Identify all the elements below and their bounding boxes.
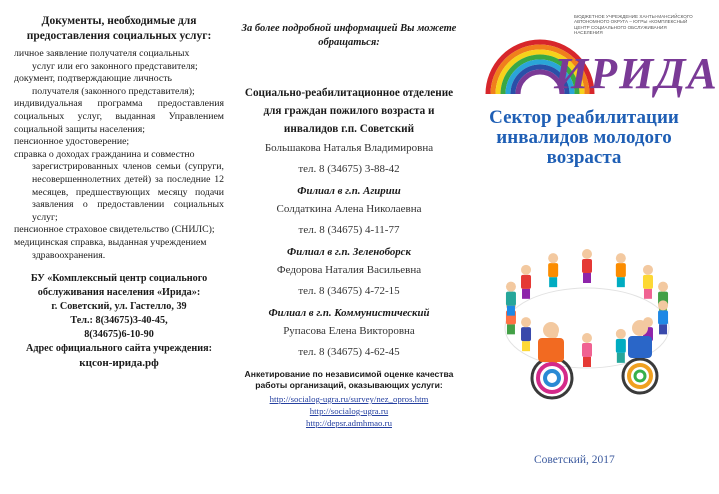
org-phone-1: Тел.: 8(34675)3-40-45,	[70, 315, 168, 327]
requirement-text: медицинская справка, выданная учреждением	[14, 236, 207, 248]
branch-person: Федорова Наталия Васильевна	[276, 264, 422, 276]
sector-title: Сектор реабилитации инвалидов молодого возраста	[489, 107, 679, 168]
requirement-item	[14, 73, 224, 98]
footer-place-year: Советский, 2017	[534, 454, 615, 466]
requirement-item	[14, 98, 224, 136]
child-figure	[643, 265, 653, 299]
branch-person: Рупасова Елена Викторовна	[283, 325, 415, 337]
branch-agirish	[240, 184, 458, 239]
requirement-text: индивидуальная программа предоставления социальных услуг, выданная Управлением социальной защиты населения;	[14, 98, 224, 135]
branch-phone: тел. 8 (34675) 4-11-77	[298, 224, 400, 236]
org-name: БУ «Комплексный центр социального обслуживания населения «Ирида»:	[30, 273, 208, 299]
department-person: Большакова Наталья Владимировна	[264, 142, 434, 154]
requirement-continuation: зарегистрированных членов семьи (супруги, несовершеннолетних детей) за последние 12 месяцев, предшествующих месяцу подачи заявления о предоставлении социальных услуг;	[32, 161, 224, 223]
contacts-intro: За более подробной информацией Вы можете обращаться:	[241, 23, 457, 48]
branch-kommunistichesky	[240, 306, 458, 361]
irida-logo	[480, 6, 719, 101]
logo-name: ИРИДА	[554, 49, 719, 98]
contacts-column	[232, 0, 464, 494]
branch-zelenoborsk	[240, 245, 458, 300]
socialog-link[interactable]: http://socialog-ugra.ru	[309, 406, 389, 416]
survey-text: Анкетирование по независимой оценке качества работы организаций, оказывающих услуги:	[244, 369, 454, 390]
branch-title: Филиал в г.п. Коммунистический	[268, 307, 430, 319]
child-figure	[616, 253, 626, 287]
documents-column	[0, 0, 232, 494]
branch-phone: тел. 8 (34675) 4-62-45	[298, 346, 400, 358]
requirement-item	[14, 136, 224, 149]
child-figure	[658, 300, 668, 334]
requirements-list	[14, 48, 224, 262]
depsr-link[interactable]: http://depsr.admhmao.ru	[305, 418, 392, 428]
requirement-continuation: здравоохранения.	[32, 249, 106, 261]
requirement-item	[14, 224, 224, 237]
child-figure	[521, 265, 531, 299]
child-figure	[521, 317, 531, 351]
site-address[interactable]: кцсон-ирида.рф	[79, 357, 159, 370]
child-figure	[582, 333, 592, 367]
requirement-item	[14, 149, 224, 225]
requirement-text: пенсионное страховое свидетельство (СНИЛС);	[14, 224, 215, 236]
org-address: г. Советский, ул. Гастелло, 39	[51, 301, 187, 313]
logo-caption: БЮДЖЕТНОЕ УЧРЕЖДЕНИЕ ХАНТЫ-МАНСИЙСКОГО АВТОНОМНОГО ОКРУГА – ЮГРЫ «КОМПЛЕКСНЫЙ ЦЕНТР СОЦИАЛЬНОГО ОБСЛУЖИВАНИЯ НАСЕЛЕНИЯ	[574, 14, 693, 36]
site-label: Адрес официального сайта учреждения:	[25, 343, 213, 355]
survey-note	[240, 369, 458, 391]
child-figure	[582, 249, 592, 283]
child-figure	[616, 329, 626, 363]
requirement-text: пенсионное удостоверение;	[14, 136, 130, 148]
requirement-text: личное заявление получателя социальных	[14, 48, 190, 59]
child-figure	[506, 282, 516, 316]
cover-column	[464, 0, 719, 494]
requirement-continuation: услуг или его законного представителя;	[32, 60, 198, 72]
children-circle-illustration	[482, 218, 692, 418]
child-figure	[548, 253, 558, 287]
survey-links	[240, 393, 458, 429]
requirement-item	[14, 237, 224, 262]
branch-title: Филиал в г.п. Зеленоборск	[287, 246, 411, 258]
department-phone: тел. 8 (34675) 3-88-42	[298, 163, 400, 175]
survey-link[interactable]: http://socialog-ugra.ru/survey/nez_opros.htm	[269, 394, 429, 404]
requirement-text: документ, подтверждающие личность	[14, 73, 172, 85]
requirement-text: справка о доходах гражданина и совместно	[14, 148, 195, 160]
documents-heading: Документы, необходимые для предоставления социальных услуг:	[26, 15, 212, 42]
organization-contacts	[14, 272, 224, 370]
org-phone-2: 8(34675)6-10-90	[84, 329, 154, 341]
requirement-item	[14, 48, 224, 73]
requirement-continuation: получателя (законного представителя);	[32, 85, 195, 97]
branch-phone: тел. 8 (34675) 4-72-15	[298, 285, 400, 297]
branch-person: Солдаткина Алена Николаевна	[276, 203, 422, 215]
branch-title: Филиал в г.п. Агириш	[297, 185, 401, 197]
children-circle-icon	[482, 218, 692, 418]
department-title: Социально-реабилитационное отделение для граждан пожилого возраста и инвалидов г.п. Советский	[244, 87, 454, 135]
